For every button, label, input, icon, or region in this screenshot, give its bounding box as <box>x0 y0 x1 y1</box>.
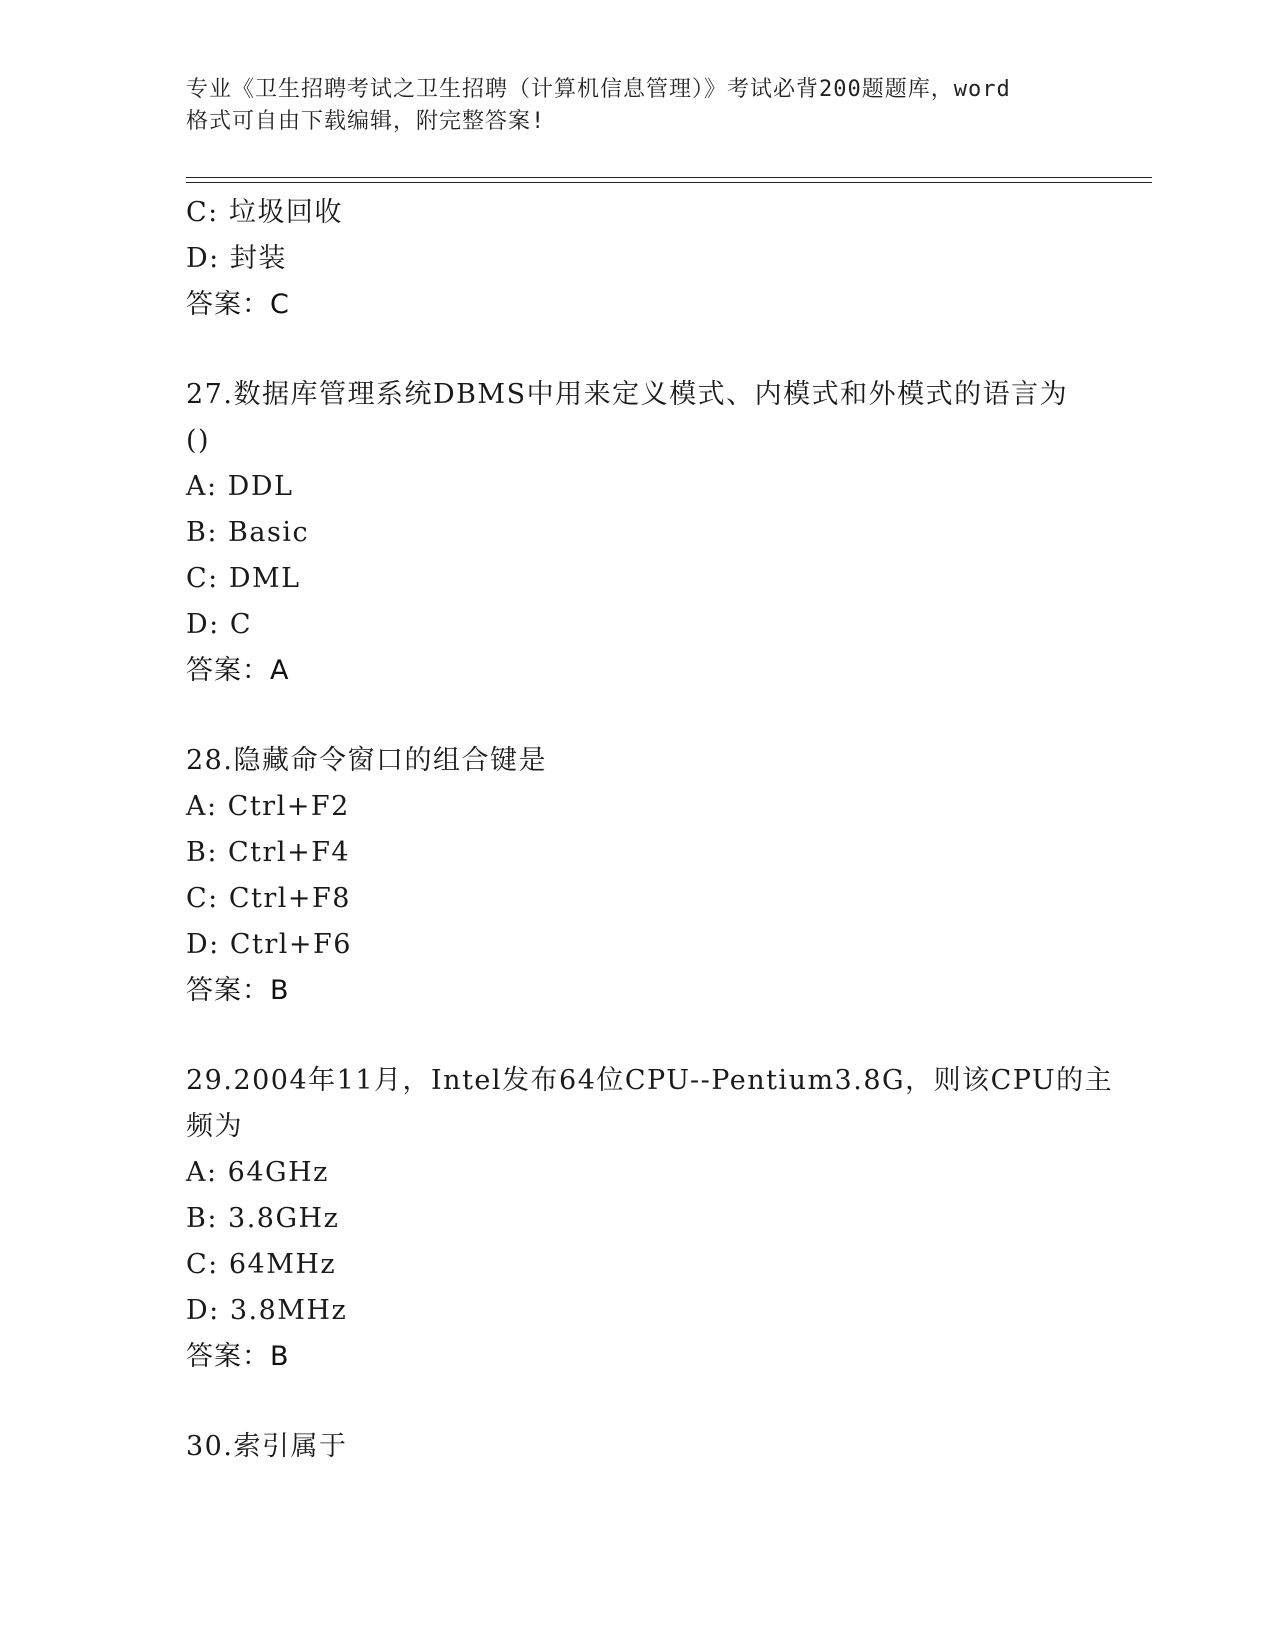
question-gap <box>186 694 1152 738</box>
option-c: C: 垃圾回收 <box>186 197 343 228</box>
option-d: D: Ctrl+F6 <box>186 929 352 960</box>
answer-line: 答案：C <box>186 289 290 320</box>
option-b: B: Ctrl+F4 <box>186 837 351 868</box>
answer-line: 答案：A <box>186 655 290 686</box>
option-a: A: 64GHz <box>186 1157 329 1188</box>
header-divider-bottom <box>186 182 1152 183</box>
option-c: C: 64MHz <box>186 1249 337 1280</box>
document-header <box>186 74 1086 138</box>
option-c: C: Ctrl+F8 <box>186 883 351 914</box>
question-stem: 29.2004年11月，Intel发布64位CPU--Pentium3.8G，则该CPU的主 <box>186 1065 1114 1096</box>
question-gap <box>186 1014 1152 1058</box>
question-gap <box>186 1380 1152 1424</box>
header-divider-top <box>186 177 1152 178</box>
option-b: B: 3.8GHz <box>186 1203 340 1234</box>
header-line-2: 格式可自由下载编辑，附完整答案! <box>186 109 546 134</box>
question-stem: 27.数据库管理系统DBMS中用来定义模式、内模式和外模式的语言为 <box>186 379 1069 410</box>
answer-line: 答案：B <box>186 975 290 1006</box>
option-d: D: C <box>186 609 252 640</box>
header-line-1: 专业《卫生招聘考试之卫生招聘（计算机信息管理）》考试必背200题题库，word <box>186 77 1011 102</box>
option-a: A: DDL <box>186 471 294 502</box>
question-stem-continued: 频为 <box>186 1111 243 1142</box>
option-c: C: DML <box>186 563 301 594</box>
option-d: D: 3.8MHz <box>186 1295 348 1326</box>
option-b: B: Basic <box>186 517 310 548</box>
option-a: A: Ctrl+F2 <box>186 791 350 822</box>
question-stem: 28.隐藏命令窗口的组合键是 <box>186 745 547 776</box>
question-list <box>186 190 1152 1470</box>
option-d: D: 封装 <box>186 243 287 274</box>
question-stem: 30.索引属于 <box>186 1431 348 1462</box>
question-gap <box>186 328 1152 372</box>
question-stem-continued: () <box>186 425 211 456</box>
answer-line: 答案：B <box>186 1341 290 1372</box>
